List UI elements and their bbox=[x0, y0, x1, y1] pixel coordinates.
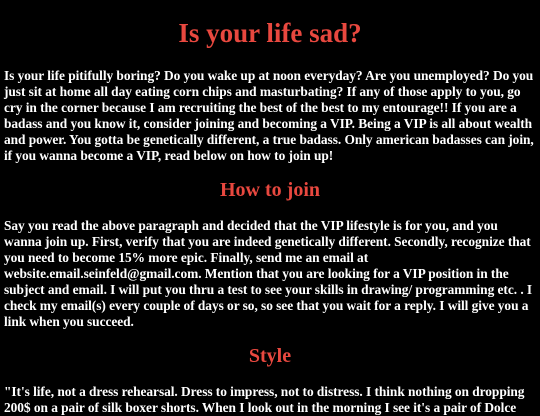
how-to-join-paragraph: Say you read the above paragraph and decided that the VIP lifestyle is for you, and you wanna join up. First, verify that you are indeed genetically different. Secondly, recognize that you need to become 15% more epic. Finally, send me an email at website.email.seinfeld@gmail.com. Mention that you are looking for a VIP position in the subject and email. I will put you thru a test to see your skills in drawing/ programming etc. . I check my email(s) every couple of days or so, so see that you wait for a reply. I will give you a link when you succeed. bbox=[4, 218, 533, 329]
style-paragraph: "It's life, not a dress rehearsal. Dress to impress, not to distress. I think nothing on dropping 200$ on a pair of silk boxer shorts. When I look out in the morning I see it's a pair of Dolce bbox=[4, 384, 525, 415]
intro-paragraph: Is your life pitifully boring? Do you wake up at noon everyday? Are you unemployed? Do you just sit at home all day eating corn chips and masturbating? If any of those apply to you, go cry in the corner because I am recruiting the best of the best to my entourage!! If you are a badass and you know it, consider joining and becoming a VIP. Being a VIP is all about wealth and power. You gotta be genetically different, a true badass. Only american badasses can join, if you wanna become a VIP, read below on how to join up! bbox=[4, 68, 534, 163]
how-to-join-heading: How to join bbox=[220, 179, 320, 201]
page-title: Is your life sad? bbox=[178, 18, 362, 48]
style-heading: Style bbox=[248, 345, 292, 367]
